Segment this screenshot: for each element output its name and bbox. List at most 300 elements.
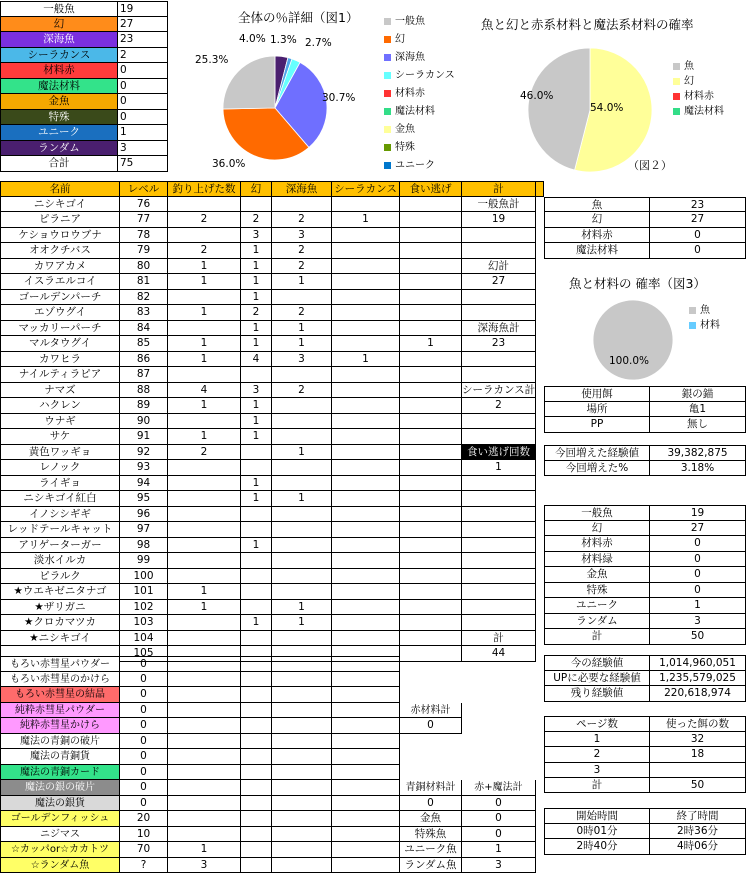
fish-value: 1 [241,538,272,554]
material-label: ☆カッパor☆カカトツ [0,842,120,858]
fish-value [168,491,241,507]
total-blank [462,553,536,569]
legend-swatch [384,36,391,43]
fish-value [400,398,462,414]
special-fish-label: ユニーク魚 [400,842,462,858]
fish-value [168,414,241,430]
total-blank [462,429,536,445]
legend-item [384,85,455,103]
fish-value: 1 [241,259,272,275]
total-label: 幻計 [462,259,536,275]
material-blank [332,780,400,796]
fish-value: 2 [168,212,241,228]
fish-value: 76 [120,197,168,213]
chart2-title: 魚と幻と赤系材料と魔法系材料の確率 [481,15,694,33]
total-blank [462,584,536,600]
fish-name: ライギョ [0,476,120,492]
legend-label: 一般魚 [395,16,425,27]
panel-label: 材料緑 [544,552,650,568]
fish-value [168,290,241,306]
legend-swatch [384,18,391,25]
mat-total-value: 0 [462,796,536,812]
summary-label: 一般魚 [0,1,118,17]
legend-label: 金魚 [395,124,415,135]
material-count [168,672,241,688]
material-count [168,749,241,765]
fish-value [272,414,332,430]
panel-label: 金魚 [544,567,650,583]
material-count [168,687,241,703]
total-blank [462,522,536,538]
mat-total-label: 赤材料計 [400,703,462,719]
material-label: 魔法の青銅カード [0,765,120,781]
legend-item [384,49,455,67]
legend-item [384,103,455,121]
fish-value: 1 [168,259,241,275]
time-header: 終了時間 [650,808,746,824]
total-value: 44 [462,646,536,662]
panel-label: ランダム [544,614,650,630]
fish-name: ニシキゴイ [0,197,120,213]
material-blank [332,858,400,873]
legend-swatch [384,126,391,133]
material-blank [241,703,272,719]
panel-label: 魚 [544,197,650,213]
fish-value [168,228,241,244]
fish-value [272,522,332,538]
material-blank [272,796,332,812]
special-fish-value: 1 [462,842,536,858]
panel-value: 1,014,960,051 [650,655,746,671]
legend-label: シーラカンス [395,70,455,81]
legend-swatch [689,307,696,314]
fish-value [241,584,272,600]
table-header: レベル [120,181,168,197]
fish-value [400,197,462,213]
panel-label: 残り経験値 [544,686,650,702]
end-time: 4時06分 [650,839,746,855]
fish-value [168,631,241,647]
fish-value [332,522,400,538]
fish-value [241,553,272,569]
fish-value [400,321,462,337]
fish-name: ★ザリガニ [0,600,120,616]
chart3-legend [689,303,720,333]
fish-value: 77 [120,212,168,228]
fish-value: 3 [241,383,272,399]
total-value: 27 [462,274,536,290]
fish-value: 1 [241,274,272,290]
fish-name: ナマズ [0,383,120,399]
fish-value: 1 [241,491,272,507]
legend-item [384,67,455,85]
fish-value: 1 [272,274,332,290]
page-number: 2 [544,747,650,763]
fish-value: 2 [272,243,332,259]
fish-value: 83 [120,305,168,321]
chart3-pie [588,295,678,385]
chart2-legend [673,59,724,119]
fish-value [332,553,400,569]
total-blank [462,367,536,383]
panel-label: 今回増えた経験値 [544,445,650,461]
panel-value: 50 [650,629,746,645]
total-blank [462,305,536,321]
total-blank [462,352,536,368]
fish-name: ニシキゴイ紅白 [0,491,120,507]
legend-item [384,139,455,157]
material-blank [272,780,332,796]
fish-value [400,212,462,228]
material-label: 純粋赤彗星パウダー [0,703,120,719]
material-count: 1 [168,842,241,858]
legend-swatch [384,90,391,97]
legend-item [673,89,724,104]
summary-value: 0 [118,79,168,95]
fish-name: ケショウロウブナ [0,228,120,244]
fish-value: 3 [272,228,332,244]
fish-value: 84 [120,321,168,337]
fish-value [332,228,400,244]
fish-value [332,491,400,507]
fish-value [400,383,462,399]
fish-name: エゾウグイ [0,305,120,321]
fish-value: 94 [120,476,168,492]
table-header: 名前 [0,181,120,197]
start-time: 0時01分 [544,824,650,840]
legend-swatch [673,108,680,115]
legend-swatch [673,78,680,85]
panel-value: 23 [650,197,746,213]
total-blank [462,615,536,631]
fish-value: 1 [168,600,241,616]
panel-value: 220,618,974 [650,686,746,702]
fish-value: 1 [168,305,241,321]
chart1-title: 全体の％詳細（図1） [238,8,358,26]
fish-value [332,429,400,445]
fish-value: 103 [120,615,168,631]
material-blank [272,765,332,781]
fish-name: レノック [0,460,120,476]
material-value: 10 [120,827,168,843]
material-count [168,703,241,719]
fish-value [400,600,462,616]
panel-label: 特殊 [544,583,650,599]
fish-value [332,538,400,554]
panel-value: 0 [650,583,746,599]
fish-value [400,429,462,445]
legend-swatch [673,93,680,100]
material-blank [332,811,400,827]
material-blank [272,842,332,858]
fish-value: 2 [241,212,272,228]
material-blank [332,687,400,703]
fish-value [400,228,462,244]
material-label: 魔法の青銅貨 [0,749,120,765]
fish-name: アリゲーターガー [0,538,120,554]
fish-value: 93 [120,460,168,476]
fish-value: 1 [241,429,272,445]
chart2-pct-label: 54.0% [590,102,623,114]
fish-value: 1 [241,321,272,337]
fish-value: 98 [120,538,168,554]
fish-value [241,460,272,476]
material-blank [332,718,400,734]
fish-value [272,290,332,306]
fish-value: 1 [168,352,241,368]
summary-value: 1 [118,125,168,141]
total-blank [462,507,536,523]
legend-label: 深海魚 [395,52,425,63]
fish-value: 85 [120,336,168,352]
fish-value: 81 [120,274,168,290]
material-blank [241,842,272,858]
fish-value: 1 [272,615,332,631]
fish-value: 1 [241,615,272,631]
material-count [168,718,241,734]
legend-label: 魚 [684,61,694,72]
fish-value: 89 [120,398,168,414]
panel-label: 計 [544,629,650,645]
material-label: ☆ランダム魚 [0,858,120,873]
summary-value: 75 [118,156,168,172]
fish-name: ピラニア [0,212,120,228]
bait-used: 32 [650,732,746,748]
total-label: 深海魚計 [462,321,536,337]
fish-value: 78 [120,228,168,244]
fish-value [400,631,462,647]
fish-value [168,197,241,213]
fish-value: 1 [168,398,241,414]
summary-value: 27 [118,17,168,33]
fish-value: 105 [120,646,168,662]
material-blank [241,858,272,873]
fish-value [332,259,400,275]
fish-value [400,305,462,321]
panel-value: 0 [650,552,746,568]
fish-value [272,584,332,600]
material-count [168,765,241,781]
fish-value [241,522,272,538]
chart1-pct-label: 1.3% [270,34,297,46]
total-blank [462,290,536,306]
fish-value [400,522,462,538]
total-value: 23 [462,336,536,352]
fish-value [332,414,400,430]
fish-value [332,600,400,616]
material-blank [272,858,332,873]
fish-value: 3 [241,228,272,244]
material-blank [332,734,400,750]
summary-value: 23 [118,32,168,48]
pages-header: ページ数 [544,716,650,732]
legend-label: 幻 [395,34,405,45]
panel-value: 27 [650,521,746,537]
fish-value: 2 [272,259,332,275]
fish-value [400,367,462,383]
fish-value: 100 [120,569,168,585]
fish-value [168,553,241,569]
material-value: 0 [120,656,168,672]
legend-label: 材料赤 [395,88,425,99]
fish-value [272,429,332,445]
legend-item [673,104,724,119]
material-blank [332,656,400,672]
panel-label: ユニーク [544,598,650,614]
material-count [168,656,241,672]
fish-value [332,290,400,306]
chart1-pct-label: 36.0% [212,158,245,170]
summary-label: 深海魚 [0,32,118,48]
panel-label: 魔法材料 [544,243,650,259]
material-blank [272,672,332,688]
table-header: 計 [462,181,536,197]
fish-value [168,476,241,492]
fish-name: ★クロカマツカ [0,615,120,631]
summary-label: 幻 [0,17,118,33]
fish-name: サケ [0,429,120,445]
fish-value: 80 [120,259,168,275]
material-count: 3 [168,858,241,873]
total-blank [462,228,536,244]
summary-label: 魔法材料 [0,79,118,95]
fish-value [241,445,272,461]
panel-label: 場所 [544,402,650,418]
time-header: 開始時間 [544,808,650,824]
fish-value: 2 [272,212,332,228]
chart1-pct-label: 2.7% [305,37,332,49]
material-blank [332,842,400,858]
mat-total-value: 0 [400,796,462,812]
fish-name: 黄色ワッギョ [0,445,120,461]
legend-label: 魔法材料 [395,106,435,117]
fish-value [400,476,462,492]
summary-label: ユニーク [0,125,118,141]
panel-value: 1,235,579,025 [650,671,746,687]
chart2-pct-label: 46.0% [520,90,553,102]
total-label: シーラカンス計 [462,383,536,399]
panel-value: 39,382,875 [650,445,746,461]
fish-value [400,584,462,600]
fish-value [332,274,400,290]
material-blank [241,765,272,781]
panel-label: 使用餌 [544,386,650,402]
material-label: 魔法の銀貨 [0,796,120,812]
legend-item [689,318,720,333]
material-count [168,811,241,827]
total-value: 2 [462,398,536,414]
material-value: 0 [120,687,168,703]
summary-label: 合計 [0,156,118,172]
fish-value: 99 [120,553,168,569]
fish-value [400,290,462,306]
fish-name: オオクチバス [0,243,120,259]
material-value: 20 [120,811,168,827]
fish-value [400,553,462,569]
fish-value: 1 [332,212,400,228]
panel-value: 1 [650,598,746,614]
total-blank [462,569,536,585]
total-blank [462,491,536,507]
fish-value: 1 [272,336,332,352]
bait-used: 18 [650,747,746,763]
total-value: 19 [462,212,536,228]
fish-value [272,631,332,647]
panel-value: 銀の錨 [650,386,746,402]
summary-label: ランダム [0,141,118,157]
fish-name: レッドテールキャット [0,522,120,538]
total-label: 食い逃げ回数 [462,445,536,461]
table-header: 食い逃げ [400,181,462,197]
fish-value: 97 [120,522,168,538]
pie-slice-5 [223,56,275,109]
fish-name: マルタウグイ [0,336,120,352]
panel-value: 3.18% [650,461,746,477]
fish-value [400,352,462,368]
page-number: 3 [544,763,650,779]
summary-label: 材料赤 [0,63,118,79]
fish-name: ウナギ [0,414,120,430]
fish-value [332,383,400,399]
material-blank [241,656,272,672]
fish-value [332,398,400,414]
fish-value: 1 [400,336,462,352]
chart1-pct-label: 4.0% [239,33,266,45]
material-blank [272,703,332,719]
fish-value: 79 [120,243,168,259]
material-value: 0 [120,703,168,719]
fish-value [400,460,462,476]
panel-label: 幻 [544,521,650,537]
fish-value: 2 [168,243,241,259]
fish-value [400,274,462,290]
material-label: 魔法の青銅の破片 [0,734,120,750]
fish-name: 淡水イルカ [0,553,120,569]
fish-value: 87 [120,367,168,383]
fish-value: 1 [241,336,272,352]
fish-value [332,569,400,585]
panel-label: 今の経験値 [544,655,650,671]
legend-swatch [689,322,696,329]
legend-item [673,74,724,89]
fish-value: 82 [120,290,168,306]
fish-name: ★ニシキゴイ [0,631,120,647]
fish-value [168,321,241,337]
fish-value [272,569,332,585]
fish-value: 2 [272,383,332,399]
legend-swatch [673,63,680,70]
panel-label: 材料赤 [544,228,650,244]
summary-value: 0 [118,63,168,79]
summary-label: 特殊 [0,110,118,126]
fish-value [332,336,400,352]
material-blank [332,827,400,843]
end-time: 2時36分 [650,824,746,840]
fish-value [400,538,462,554]
pie-slice-0 [593,300,673,380]
fish-value: 2 [168,445,241,461]
fish-value [400,491,462,507]
material-blank [241,734,272,750]
fish-value [400,646,462,662]
fish-value [400,243,462,259]
material-blank [241,687,272,703]
material-count [168,827,241,843]
panel-value: 27 [650,212,746,228]
panel-label: 今回増えた% [544,461,650,477]
fish-value: 3 [272,352,332,368]
chart1-pct-label: 30.7% [322,92,355,104]
